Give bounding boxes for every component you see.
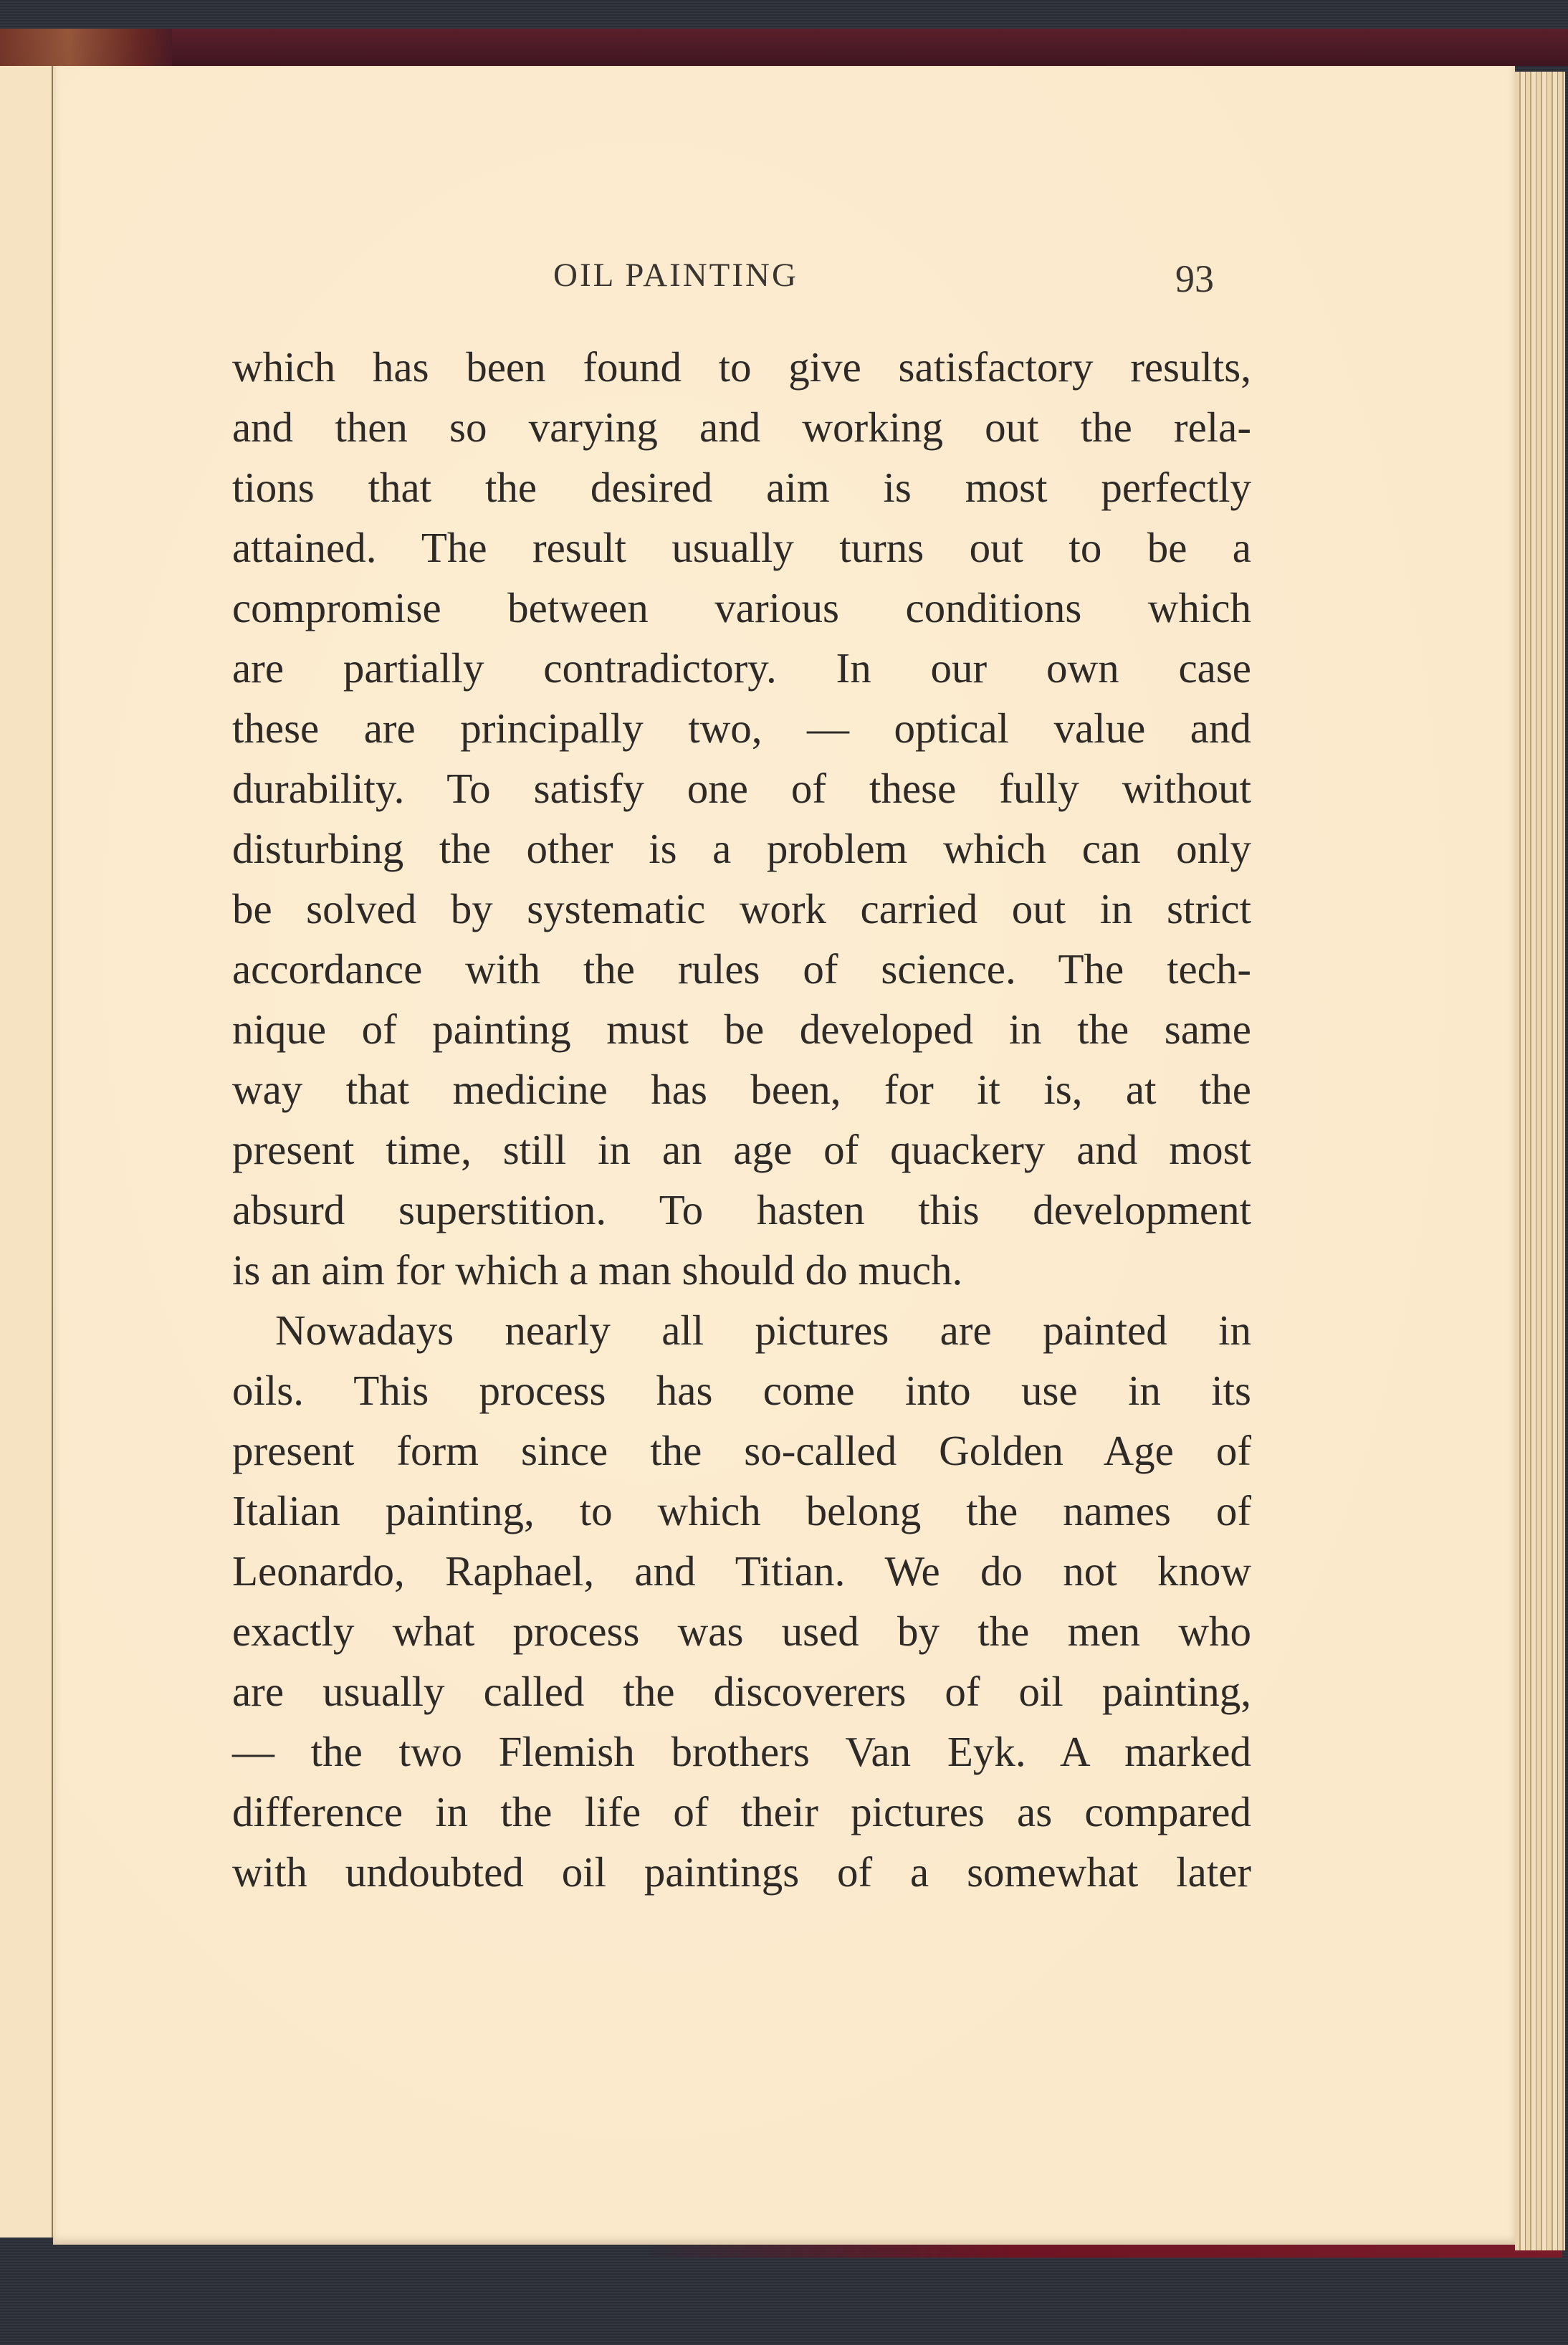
text-line: these are principally two, — optical value and xyxy=(232,705,1251,752)
text-line: tions that the desired aim is most perfectly xyxy=(232,464,1251,511)
text-line: difference in the life of their pictures as compared xyxy=(232,1788,1251,1835)
text-line: are usually called the discoverers of oil painting, xyxy=(232,1668,1251,1715)
paragraph-2 xyxy=(232,1300,1251,1902)
text-line: and then so varying and working out the rela- xyxy=(232,403,1251,451)
text-line: with undoubted oil paintings of a somewhat later xyxy=(232,1848,1251,1896)
text-line: present form since the so-called Golden Age of xyxy=(232,1427,1251,1474)
text-line: be solved by systematic work carried out in strict xyxy=(232,885,1251,932)
text-line: disturbing the other is a problem which can only xyxy=(232,825,1251,872)
text-line: accordance with the rules of science. The tech- xyxy=(232,945,1251,993)
text-line: way that medicine has been, for it is, at the xyxy=(232,1066,1251,1113)
text-line: Nowadays nearly all pictures are painted in xyxy=(275,1307,1251,1354)
text-line: nique of painting must be developed in the same xyxy=(232,1006,1251,1053)
text-line: exactly what process was used by the men who xyxy=(232,1608,1251,1655)
text-line: oils. This process has come into use in its xyxy=(232,1367,1251,1414)
page-stack-fore-edge xyxy=(1515,72,1565,2250)
text-line: is an aim for which a man should do much. xyxy=(232,1246,963,1294)
running-head: OIL PAINTING xyxy=(553,257,798,294)
text-line: compromise between various conditions which xyxy=(232,584,1251,631)
facing-page-edge xyxy=(0,66,53,2237)
book-binding-top xyxy=(0,29,1568,66)
text-line: Italian painting, to which belong the names of xyxy=(232,1487,1251,1534)
text-line: present time, still in an age of quackery and most xyxy=(232,1126,1251,1173)
text-line: attained. The result usually turns out to be a xyxy=(232,524,1251,571)
book-binding-bottom xyxy=(645,2243,1562,2258)
text-line: — the two Flemish brothers Van Eyk. A marked xyxy=(232,1728,1251,1775)
text-line: Leonardo, Raphael, and Titian. We do not know xyxy=(232,1547,1251,1595)
page-number: 93 xyxy=(1175,257,1214,300)
body-text xyxy=(232,337,1251,1902)
paragraph-1 xyxy=(232,337,1251,1300)
frayed-binding-edge xyxy=(0,29,172,66)
text-line: durability. To satisfy one of these fully without xyxy=(232,765,1251,812)
text-line: which has been found to give satisfactory results, xyxy=(232,343,1251,391)
text-line: absurd superstition. To hasten this development xyxy=(232,1186,1251,1233)
text-line: are partially contradictory. In our own case xyxy=(232,644,1251,692)
